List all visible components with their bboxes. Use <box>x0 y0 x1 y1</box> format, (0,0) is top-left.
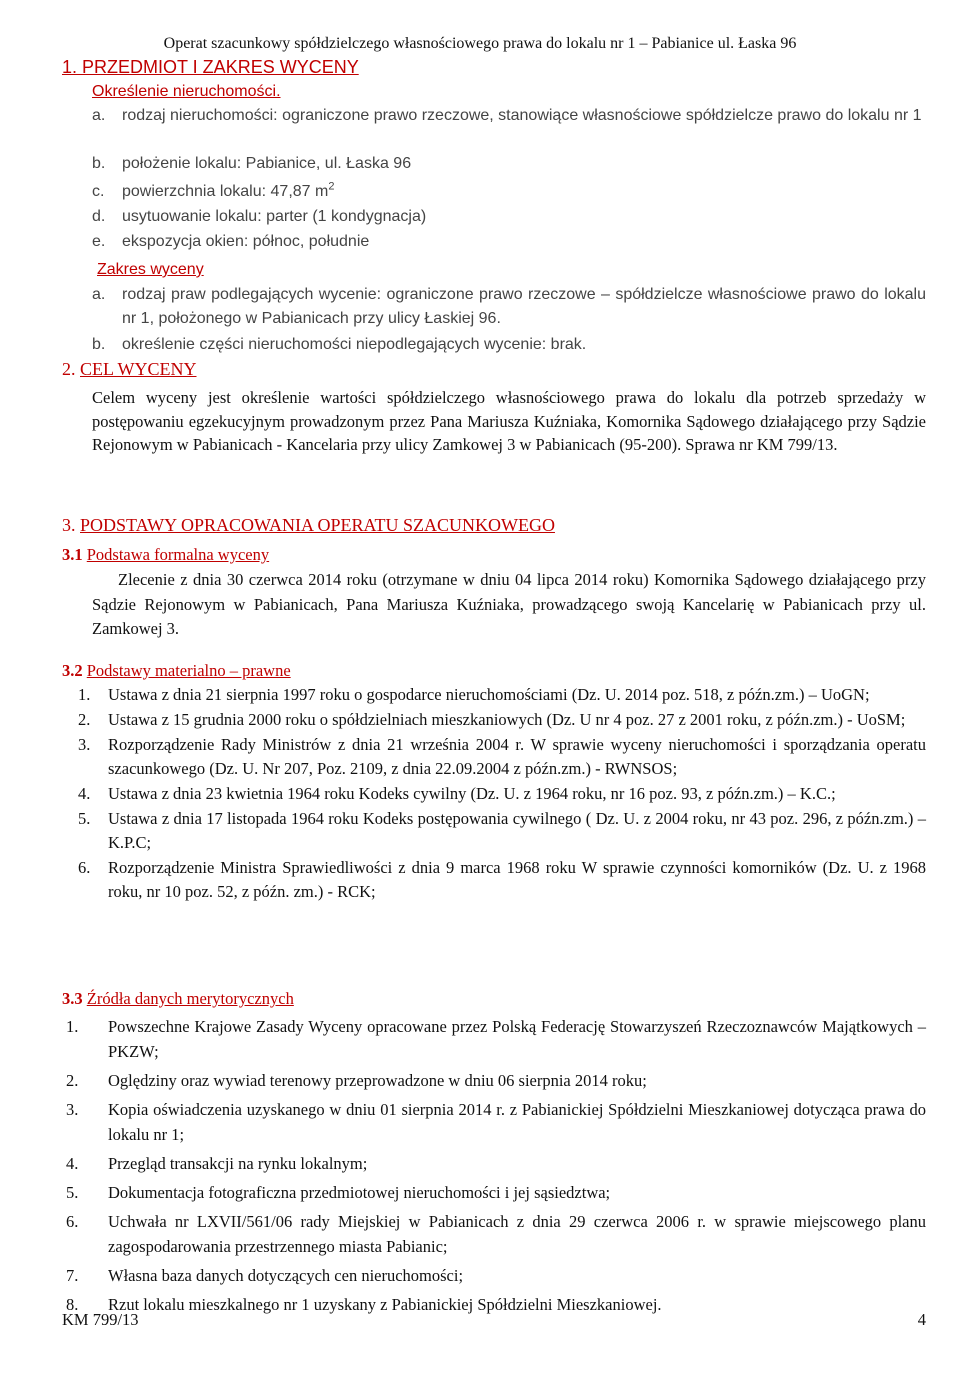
list-label: 3. <box>78 735 91 754</box>
list-text: Powszechne Krajowe Zasady Wyceny opracowane przez Polską Federację Stowarzyszeń Rzeczoznawców Majątkowych – PKZW; <box>108 1017 926 1061</box>
running-header: Operat szacunkowy spółdzielczego własnościowego prawa do lokalu nr 1 – Pabianice ul. Łaska 96 <box>163 35 797 52</box>
list-label: a. <box>92 286 106 303</box>
list-label: 1. <box>78 685 91 704</box>
list-item <box>78 856 926 904</box>
list-item <box>78 733 926 781</box>
list-item <box>66 1014 926 1064</box>
list-text: powierzchnia lokalu: 47,87 m <box>122 183 329 200</box>
list-label: 6. <box>78 858 91 877</box>
subsection-title-text: Źródła danych merytorycznych <box>86 989 294 1008</box>
list-text: Dokumentacja fotograficzna przedmiotowej nieruchomości i jej sąsiedztwa; <box>108 1183 611 1202</box>
list-text: rodzaj praw podlegających wycenie: ograniczone prawo rzeczowe – spółdzielcze własnościowe prawo do lokalu nr 1, położonego w Pabianicach przy ulicy Łaskiej 96. <box>122 286 926 327</box>
list-label: b. <box>92 336 106 353</box>
list-item <box>66 1151 926 1176</box>
list-item <box>66 1068 926 1093</box>
list-label: 8. <box>66 1295 79 1314</box>
section-title-text: PODSTAWY OPRACOWANIA OPERATU SZACUNKOWEGO <box>80 515 555 535</box>
list-item <box>78 683 926 707</box>
legal-basis-list <box>78 683 926 904</box>
list-item <box>78 782 926 806</box>
superscript: 2 <box>328 180 335 193</box>
list-label: 2. <box>78 710 91 729</box>
list-text: Rozporządzenie Ministra Sprawiedliwości z dnia 9 marca 1968 roku W sprawie czynności komorników (Dz. U. z 1968 roku, nr 10 poz. 52, z późn. zm.) - RCK; <box>108 858 926 901</box>
property-item-c <box>92 180 926 204</box>
list-text: rodzaj nieruchomości: ograniczone prawo rzeczowe, stanowiące własnościowe spółdzielcze prawo do lokalu nr 1 <box>122 107 922 124</box>
section-number: 2. <box>62 359 76 379</box>
section-2-paragraph: Celem wyceny jest określenie wartości spółdzielczego własnościowego prawa do lokalu dla potrzeb sprzedaży w postępowaniu egzekucyjnym prowadzonym przez Pana Mariusza Kuźniaka, Komornika Sądowego działającego przy Sądzie Rejonowym w Pabianicach - Kancelaria przy ulicy Zamkowej 3 w Pabianicach (95-200). Sprawa nr KM 799/13. <box>92 388 926 454</box>
subsection-3-1-paragraph: Zlecenie z dnia 30 czerwca 2014 roku (otrzymane w dniu 04 lipca 2014 roku) Komornika Sądowego działającego przy Sądzie Rejonowym w Pabianicach, Pana Mariusza Kuźniaka, prowadzącego swoją Kancelarię w Pabianicach przy ul. Zamkowej 3. <box>92 570 926 638</box>
list-label: 5. <box>66 1183 79 1202</box>
list-label: d. <box>92 208 106 225</box>
list-label: 3. <box>66 1100 79 1119</box>
section-1-subtitle-property: Określenie nieruchomości. <box>92 83 281 100</box>
property-item-d <box>92 205 926 229</box>
list-text: Ustawa z dnia 17 listopada 1964 roku Kodeks postępowania cywilnego ( Dz. U. z 2004 roku, nr 43 poz. 296, z późn.zm.) – K.P.C; <box>108 809 926 852</box>
subsection-number: 3.1 <box>62 545 83 564</box>
subsection-title-text: Podstawa formalna wyceny <box>86 545 270 564</box>
list-label: 1. <box>66 1017 79 1036</box>
list-text: Własna baza danych dotyczących cen nieruchomości; <box>108 1266 464 1285</box>
subsection-number: 3.3 <box>62 989 83 1008</box>
list-label: 4. <box>78 784 91 803</box>
list-text: określenie części nieruchomości niepodlegających wycenie: brak. <box>122 336 587 353</box>
list-label: c. <box>92 183 105 200</box>
list-label: 6. <box>66 1212 79 1231</box>
list-text: Kopia oświadczenia uzyskanego w dniu 01 sierpnia 2014 r. z Pabianickiej Spółdzielni Mieszkaniowej dotycząca prawa do lokalu nr 1; <box>108 1100 926 1144</box>
list-text: Uchwała nr LXVII/561/06 rady Miejskiej w Pabianicach z dnia 29 czerwca 2006 r. w sprawie miejscowego planu zagospodarowania przestrzennego miasta Pabianic; <box>108 1212 926 1256</box>
list-text: Przegląd transakcji na rynku lokalnym; <box>108 1154 368 1173</box>
list-item <box>66 1180 926 1205</box>
list-text: położenie lokalu: Pabianice, ul. Łaska 96 <box>122 155 412 172</box>
sources-list <box>66 1014 926 1317</box>
section-title-text: CEL WYCENY <box>80 359 197 379</box>
property-item-e <box>92 230 926 254</box>
list-text: usytuowanie lokalu: parter (1 kondygnacja) <box>122 208 427 225</box>
list-label: 5. <box>78 809 91 828</box>
scope-item-b <box>92 333 926 357</box>
subsection-3-2-title <box>62 659 291 683</box>
list-label: 2. <box>66 1071 79 1090</box>
list-text: ekspozycja okien: północ, południe <box>122 233 370 250</box>
subsection-3-1-title <box>62 543 269 567</box>
list-item <box>66 1097 926 1147</box>
list-label: a. <box>92 107 106 124</box>
subsection-3-3-title <box>62 987 294 1011</box>
list-text: Rozporządzenie Rady Ministrów z dnia 21 września 2004 r. W sprawie wyceny nieruchomości i sporządzania operatu szacunkowego (Dz. U. Nr 207, Poz. 2109, z dnia 22.09.2004 z późn.zm.) - RWNSOS; <box>108 735 926 778</box>
subsection-title-text: Podstawy materialno – prawne <box>86 661 291 680</box>
list-item <box>78 708 926 732</box>
section-number: 3. <box>62 515 76 535</box>
list-label: 4. <box>66 1154 79 1173</box>
section-1-subtitle-scope: Zakres wyceny <box>97 261 204 278</box>
list-text: Oględziny oraz wywiad terenowy przeprowadzone w dniu 06 sierpnia 2014 roku; <box>108 1071 647 1090</box>
property-item-b <box>92 152 926 176</box>
list-text: Ustawa z dnia 23 kwietnia 1964 roku Kodeks cywilny (Dz. U. z 1964 roku, nr 16 poz. 93, z późn.zm.) – K.C.; <box>108 784 836 803</box>
list-label: 7. <box>66 1266 79 1285</box>
list-text: Ustawa z dnia 21 sierpnia 1997 roku o gospodarce nieruchomościami (Dz. U. 2014 poz. 518, z późn.zm.) – UoGN; <box>108 685 870 704</box>
list-text: Ustawa z 15 grudnia 2000 roku o spółdzielniach mieszkaniowych (Dz. U nr 4 poz. 27 z 2001 roku, z późn.zm.) - UoSM; <box>108 710 906 729</box>
section-2-title <box>62 357 197 381</box>
scope-item-a <box>92 283 926 331</box>
section-1-title: 1. PRZEDMIOT I ZAKRES WYCENY <box>62 57 359 77</box>
list-text: Rzut lokalu mieszkalnego nr 1 uzyskany z Pabianickiej Spółdzielni Mieszkaniowej. <box>108 1295 662 1314</box>
list-item <box>66 1263 926 1288</box>
section-3-title <box>62 513 555 537</box>
list-item <box>78 807 926 855</box>
page-number: 4 <box>917 1310 926 1329</box>
list-label: e. <box>92 233 106 250</box>
property-item-a <box>92 104 926 128</box>
page-footer <box>62 1308 926 1332</box>
footer-case-number: KM 799/13 <box>62 1310 139 1329</box>
list-label: b. <box>92 155 106 172</box>
subsection-number: 3.2 <box>62 661 83 680</box>
list-item <box>66 1209 926 1259</box>
